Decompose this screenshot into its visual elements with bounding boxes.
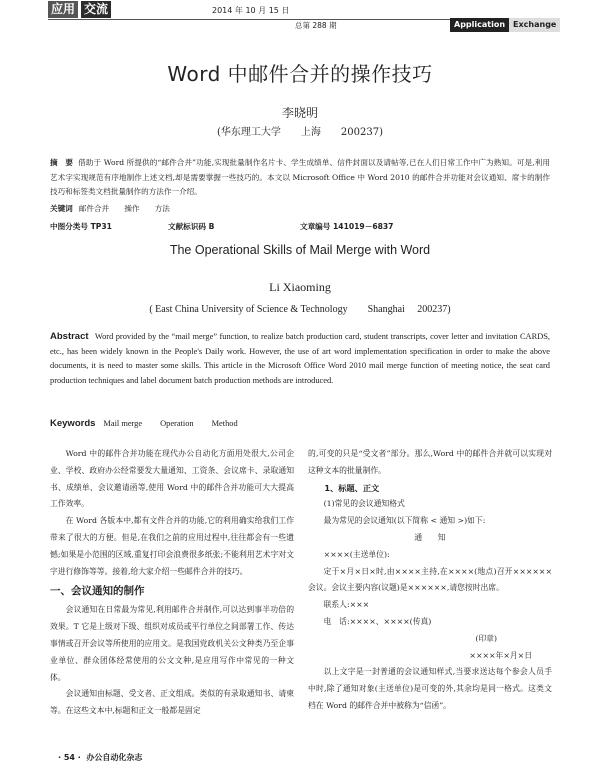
author-cn: 李晓明 [281, 106, 318, 120]
abstract-text-cn: 借助于 Word 所提供的“邮件合并”功能,实现批量制作名片卡、学生成绩单、信件封面以及请帖等,已在人们日常工作中广为熟知。可是,利用艺术字实现规范有序地制作上述文档,却是需要掌握一些技巧的。本文以 Microsoft Office 中 Word 2010 的邮件合并功能对会议通知、席卡的制作技巧和标签类文档批量制作的方法作一介绍。 [50, 158, 551, 196]
keywords-label-en: Keywords [50, 418, 96, 429]
document-code: 文献标识码 B [168, 222, 215, 231]
abstract-label-en: Abstract [50, 331, 89, 342]
paragraph: Word 中的邮件合并功能在现代办公自动化方面用处很大,公司企业、学校、政府办公经常要发大量通知、工资条、会议席卡、录取通知书、成绩单、会议邀请函等,使用 Word 中的邮件合并功能可大大提高工作效率。 [50, 449, 294, 509]
paragraph: 在 Word 各版本中,都有文件合并的功能,它的利用确实给我们工作带来了很大的方便。但是,在我们之前的应用过程中,往往都会有一些遗憾;如果是小范围的区域,重复打印会浪费很多纸张;不能利用艺术字对文字进行修饰等等。接着,给大家介绍一些邮件合并的技巧。 [50, 516, 294, 576]
list-line: 联系人:××× [323, 600, 370, 610]
section-heading: 一、会议通知的制作 [50, 585, 145, 598]
keywords-cn [50, 203, 170, 214]
abstract-en [50, 330, 550, 388]
body-column-right [308, 446, 552, 715]
list-line: 电 话:××××、××××(传真) [323, 616, 432, 626]
keyword-en: Method [211, 419, 238, 428]
paragraph: 的,可变的只是“受文者”部分。那么,Word 中的邮件合并就可以实现对这种文本的批量制作。 [308, 449, 552, 475]
paragraph: 以上文字是一封普通的会议通知样式,当要求送达每个参会人员手中时,除了通知对象(主送单位)是可变的外,其余均是同一格式。这类文档在 Word 的邮件合并中被称为“信函”。 [308, 667, 552, 710]
clc-number: 中图分类号 TP31 [50, 222, 112, 231]
journal-header [0, 0, 600, 40]
issue-date: 2014 年 10 月 15 日 [212, 6, 290, 15]
list-line: 最为常见的会议通知(以下简称 < 通知 >)如下: [323, 516, 486, 526]
affiliation-en: ( East China University of Science & Technology Shanghai 200237) [149, 304, 451, 315]
list-line: (1)常见的会议通知格式 [323, 499, 405, 509]
article-title-cn: Word 中邮件合并的操作技巧 [167, 62, 433, 86]
affiliation-cn: (华东理工大学 上海 200237) [217, 127, 383, 138]
body-column-left [50, 446, 294, 720]
keywords-en [50, 418, 256, 429]
column-tag [48, 1, 111, 18]
section-badge-exchange: Exchange [509, 18, 560, 32]
abstract-cn [50, 156, 550, 200]
keywords-label-cn: 关键词 [50, 204, 73, 213]
paragraph: 定于×月×日×时,由××××主持,在××××(地点)召开××××××会议。会议主要内容(议题)是××××××,请您按时出席。 [308, 566, 552, 593]
paragraph: 会议通知由标题、受文者、正文组成。类似的有录取通知书、请柬等。在这些文本中,标题和正文一般都是固定 [50, 689, 294, 716]
column-tag-apply: 应用 [48, 1, 78, 18]
date-line: ××××年×月×日 [469, 650, 532, 660]
abstract-label-cn: 摘 要 [50, 158, 74, 167]
paragraph: 会议通知在日常最为常见,利用邮件合并制作,可以达到事半功倍的效果。T 它是上级对下级、组织对成员或平行单位之间部署工作、传达事情或召开会议等所使用的应用文。是我国党政机关公文种类乃至企事业单位、群众团体经常使用的公文文种,是应用写作中常见的一种文体。 [50, 605, 294, 682]
issue-number: 总第 288 期 [295, 21, 337, 30]
seal-line: (印章) [475, 633, 497, 643]
notice-title: 通 知 [414, 532, 446, 542]
abstract-text-en: Word provided by the “mail merge” function, to realize batch production card, student transcripts, cover letter and invitation CARDS, etc., has been widely known in the People's Daily work. However, the use of art word implementation specification in order to make the above documents, it is need to master some skills. This article in the Microsoft Office Word 2010 mail merge function of meeting notice, the seat card production techniques and label document batch production methods are introduced. [50, 332, 550, 385]
subsection-heading: 1、标题、正文 [324, 482, 380, 493]
column-tag-exchange: 交流 [81, 1, 111, 18]
section-badge [450, 18, 560, 32]
list-line: ××××(主送单位): [323, 549, 390, 559]
keywords-text-cn: 邮件合并 操作 方法 [78, 204, 170, 213]
article-number: 文章编号 141019－6837 [300, 222, 394, 231]
keyword-en: Mail merge [103, 419, 143, 428]
article-title-en: The Operational Skills of Mail Merge with Word [169, 243, 431, 257]
keyword-en: Operation [160, 419, 194, 428]
section-badge-application: Application [450, 18, 509, 32]
author-en: Li Xiaoming [269, 280, 331, 294]
page-footer [58, 752, 142, 763]
journal-name: 办公自动化杂志 [86, 753, 143, 762]
page-number: · 54 · [58, 753, 81, 762]
